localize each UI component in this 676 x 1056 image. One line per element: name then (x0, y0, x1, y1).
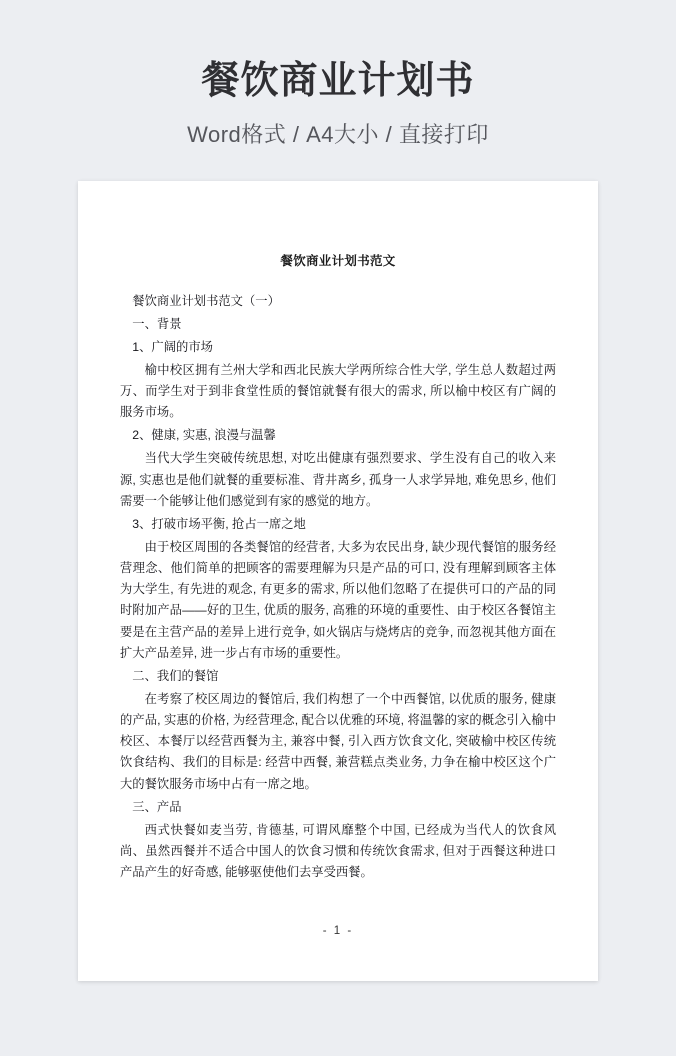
document-paragraph: 西式快餐如麦当劳, 肯德基, 可谓风靡整个中国, 已经成为当代人的饮食风尚、虽然西餐并不适合中国人的饮食习惯和传统饮食需求, 但对于西餐这种进口产品产生的好奇感, 能够驱使他们去享受西餐。 (120, 822, 556, 880)
page-subtitle: Word格式 / A4大小 / 直接打印 (187, 121, 489, 147)
document-paragraph: 3、打破市场平衡, 抢占一席之地 (132, 516, 306, 531)
document-paragraph: 在考察了校区周边的餐馆后, 我们构想了一个中西餐馆, 以优质的服务, 健康的产品, 实惠的价格, 为经营理念, 配合以优雅的环境, 将温馨的家的概念引入榆中校区、本餐厅以经营西餐为主, 兼容中餐, 引入西方饮食文化, 突破榆中校区传统饮食结构、我们的目标是: 经营中西餐, 兼营糕点类业务, 力争在榆中校区这个广大的餐饮服务市场中占有一席之地。 (120, 692, 556, 791)
document-preview-sheet (78, 181, 598, 981)
document-paragraph: 1、广阔的市场 (132, 339, 213, 354)
document-paragraph: 三、产品 (132, 799, 182, 814)
document-paragraph: 二、我们的餐馆 (132, 668, 219, 683)
document-body (120, 291, 556, 884)
page-title: 餐饮商业计划书 (201, 60, 475, 102)
document-paragraph: 榆中校区拥有兰州大学和西北民族大学两所综合性大学, 学生总人数超过两万、而学生对于到非食堂性质的餐馆就餐有很大的需求, 所以榆中校区有广阔的服务市场。 (120, 362, 556, 420)
document-paragraph: 2、健康, 实惠, 浪漫与温馨 (132, 428, 276, 443)
page-header (0, 0, 676, 149)
document-paragraph: 餐饮商业计划书范文（一） (132, 293, 280, 308)
document-title: 餐饮商业计划书范文 (280, 253, 396, 268)
document-page-number: - 1 - (322, 924, 354, 937)
document-paragraph: 由于校区周围的各类餐馆的经营者, 大多为农民出身, 缺少现代餐馆的服务经营理念、他们简单的把顾客的需要理解为只是产品的可口, 没有理解到顾客主体为大学生, 有先进的观念, 有更多的需求, 所以他们忽略了在提供可口的产品的同时附加产品——好的卫生, 优质的服务, 高雅的环境的重要性、由于校区各餐馆主要是在主营产品的差异上进行竞争, 如火锅店与烧烤店的竞争, 而忽视其他方面在扩大产品差异, 进一步占有市场的重要性。 (120, 540, 556, 660)
document-paragraph: 一、背景 (132, 316, 182, 331)
document-paragraph: 当代大学生突破传统思想, 对吃出健康有强烈要求、学生没有自己的收入来源, 实惠也是他们就餐的重要标准、背井离乡, 孤身一人求学异地, 难免思乡, 他们需要一个能够让他们感觉到有家的感觉的地方。 (120, 451, 556, 508)
